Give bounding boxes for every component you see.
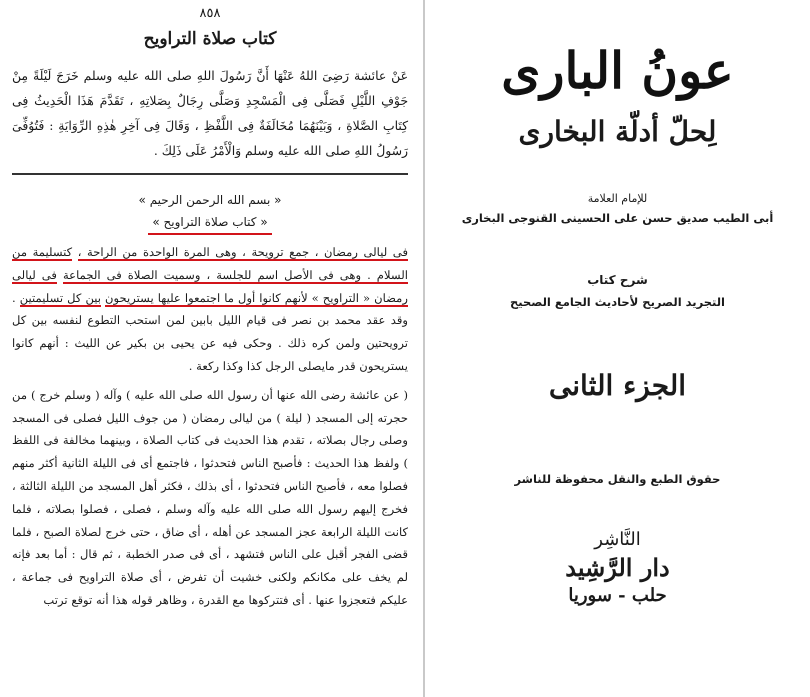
page-number: ٨٥٨ <box>199 6 221 21</box>
rights-notice: حقوق الطبع والنقل محفوظة للناشر <box>514 472 721 486</box>
imam-intro: للإمام العلامة <box>587 192 648 205</box>
basmala-line: « بسم الله الرحمن الرحيم » <box>138 193 282 207</box>
imam-name: أبى الطيب صديق حسن على الحسينى القنوجى البخارى <box>461 211 774 225</box>
book-subtitle: لِحلّ أدلّة البخارى <box>518 115 717 148</box>
publisher-city: حلب - سوريا <box>568 585 667 606</box>
section-rule <box>12 173 408 175</box>
book-title: عونُ البارى <box>501 41 734 100</box>
kitab-heading-highlight: « كتاب صلاة التراويح » <box>148 211 271 235</box>
sharh-line-4: بين كل تسليمتين <box>19 290 102 305</box>
sharh-line-2: كتسليمة من السلام . وهى فى الأصل اسم للجلسة ، وسميت الصلاة فى الجماعة <box>12 245 409 282</box>
tajrid-title: التجريد الصريح لأحاديث الجامع الصحيح <box>510 295 725 309</box>
matn-text: عَنْ عائشة رَضِىَ اللهُ عَنْهَا أَنَّ رَسُولَ اللهِ صلى الله عليه وسلم خَرَجَ لَيْلَةً مِنْ جَوْفِ اللَّيْلِ فَصَلَّى فِى الْمَسْجِدِ وَصَلَّى رِجَالٌ بِصَلاتِهِ ، تَقَدَّمَ هَذَا الْحَدِيثُ فِى كِتَابِ الصَّلاةِ ، وَبَيْنَهُمَا مُخَالَفَةٌ فِى اللَّفْظِ ، وَقَالَ فِى آخِرِ هٰذِهِ الرِّوَايَةِ : فَتُوُفِّىَ رَسُولُ اللهِ صلى الله عليه وسلم وَالْأَمْرُ عَلَى ذَلِكَ . <box>12 68 408 158</box>
sharh-line-1: فى ليالى رمضان ، جمع ترويحة ، وهى المرة الواحدة من الراحة ، <box>77 245 409 259</box>
chapter-title: كتاب صلاة التراويح <box>143 29 277 49</box>
volume-label: الجزء الثانى <box>548 369 687 402</box>
right-page <box>425 0 810 697</box>
sharh-line-3: فى ليالى رمضان « التراويح » لأنهم كانوا أول ما اجتمعوا عليها يستريحون <box>12 267 408 305</box>
kitab-heading-line <box>12 211 408 235</box>
sharh-commentary: ( عن عائشة رضى الله عنها أن رسول الله صلى الله عليه ) وآله ( وسلم خرج ) من حجرته إلى المسجد ( ليلة ) من ليالى رمضان ( من جوف الليل فصلى فى المسجد وصلى رجال بصلاته ، تقدم هذا الحديث فى كتاب الصلاة ، وبينهما مخالفة فى اللفظ ) ولفظ هذا الحديث : فأصبح الناس فتحدثوا ، فاجتمع أى فى الليلة الثانية أكثر منهم فصلوا معه ، فأصبح الناس فتحدثوا ، أى بذلك ، فكثر أهل المسجد من الليلة الثالثة ، فخرج إليهم رسول الله صلى الله عليه وآله وسلم ، فصلى ، فصلوا بصلاته ، فلما كانت الليلة الرابعة عجز المسجد عن أهله ، أى ضاق ، حتى خرج لصلاة الصبح ، فلما قضى الفجر أقبل على الناس فتشهد ، أى فى صدر الخطبة ، ثم قال : أما بعد فإنه لم يخف على مكانكم ولكنى خشيت أن تفرض ، أى صلاة التراويح فى جماعة ، عليكم فتعجزوا عنها . أى فتتركوها مع القدرة ، وظاهر قوله هذا أنه توقع ترتب <box>12 387 408 607</box>
publisher-name: دار الرَّشِيد <box>565 553 670 582</box>
sharh-kitab: شرح كتاب <box>587 273 648 287</box>
publisher-block <box>433 526 802 610</box>
sharh-paragraph <box>12 241 408 378</box>
sharh-line-5: . وقد عقد محمد بن نصر فى قيام الليل بابين لمن استحب التطوع لنفسه بين كل ترويحتين ولمن كره ذلك . وحكى فيه عن يحيى بن بكير عن الليث : أنهم كانوا يستريحون قدر مايصلى الرجل كذا وكذا ركعة . <box>12 290 408 373</box>
publisher-label: النَّاشِر <box>594 529 641 550</box>
